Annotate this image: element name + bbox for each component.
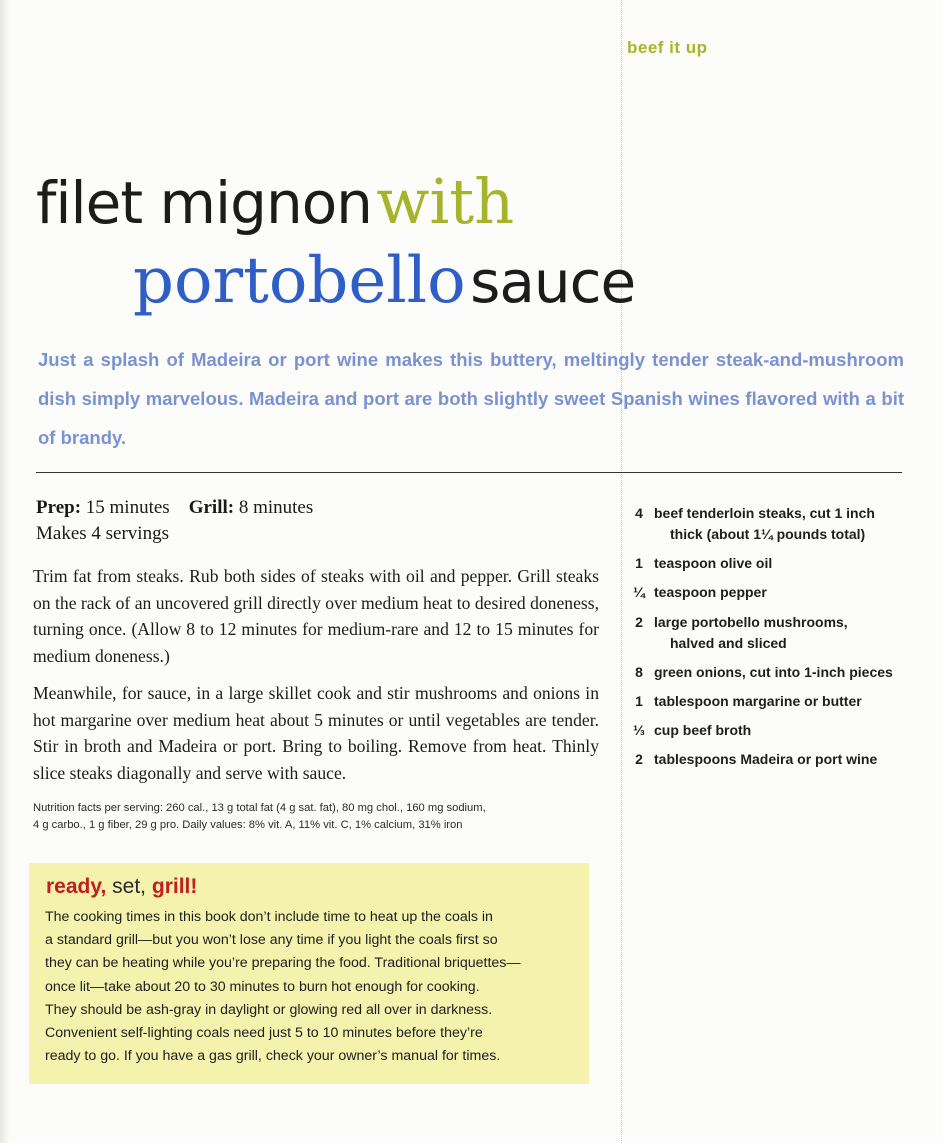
ingredient-text: teaspoon olive oil <box>654 555 773 572</box>
ingredient-text: tablespoon margarine or butter <box>654 692 862 709</box>
nutrition-facts <box>33 800 593 834</box>
ingredient-text: cup beef broth <box>654 722 752 739</box>
tip-line: They should be ash-gray in daylight or glowing red all over in darkness. <box>45 1001 493 1018</box>
header-rule <box>36 472 902 473</box>
ingredient-item <box>630 720 930 741</box>
direction-step-2: Meanwhile, for sauce, in a large skillet cook and stir mushrooms and onions in hot margarine over medium heat about 5 minutes or until vegetables are tender. Stir in broth and Madeira or port. Bring to boiling. Remove from heat. Thinly slice steaks diagonally and serve with sauce. <box>33 683 599 783</box>
ingredient-text-cont: halved and sliced <box>670 634 787 651</box>
tip-line: a standard grill—but you won’t lose any time if you light the coals first so <box>45 932 498 949</box>
prep-label: Prep: <box>36 497 82 518</box>
title-part-portobello: portobello <box>133 244 466 318</box>
tip-body <box>45 906 585 1068</box>
title-part-filet-mignon: filet mignon <box>36 169 372 237</box>
ingredient-text: large portobello mushrooms, <box>654 613 848 630</box>
tip-line: ready to go. If you have a gas grill, check your owner’s manual for times. <box>45 1048 501 1065</box>
ingredient-item <box>630 553 930 574</box>
ingredient-qty: 8 <box>635 663 643 680</box>
ingredient-item <box>630 691 930 712</box>
nutrition-line-1: Nutrition facts per serving: 260 cal., 13 g total fat (4 g sat. fat), 80 mg chol., 160 mg sodium, <box>33 802 486 814</box>
ingredient-text: green onions, cut into 1-inch pieces <box>654 663 893 680</box>
prep-times <box>36 495 596 521</box>
ingredient-text-cont: thick (about 1¼ pounds total) <box>670 526 866 542</box>
directions <box>33 563 599 797</box>
ingredient-text: tablespoons Madeira or port wine <box>654 751 878 768</box>
ingredient-qty: ¼ <box>633 584 645 601</box>
recipe-intro: Just a splash of Madeira or port wine makes this buttery, meltingly tender steak-and-mushroom dish simply marvelous. Madeira and port are both slightly sweet Spanish wines flavored with a bit of brandy. <box>38 349 904 448</box>
ingredient-text: teaspoon pepper <box>654 584 767 601</box>
tip-heading <box>46 875 197 899</box>
ingredient-qty: 1 <box>635 692 643 709</box>
tip-line: Convenient self-lighting coals need just 5 to 10 minutes before they’re <box>45 1025 483 1042</box>
tip-box <box>29 863 589 1084</box>
nutrition-line-2: 4 g carbo., 1 g fiber, 29 g pro. Daily values: 8% vit. A, 11% vit. C, 1% calcium, 31% iron <box>33 819 463 831</box>
page-gutter-shadow <box>0 0 10 1143</box>
ingredients-list <box>630 503 930 779</box>
ingredient-qty: ⅓ <box>633 722 645 739</box>
ingredient-item <box>630 612 930 654</box>
tip-heading-ready: ready, <box>46 875 107 898</box>
ingredient-item <box>630 749 930 770</box>
ingredient-text: beef tenderloin steaks, cut 1 inch <box>654 505 875 521</box>
section-tag: beef it up <box>627 38 708 57</box>
ingredient-qty: 1 <box>635 555 643 572</box>
tip-line: once lit—take about 20 to 30 minutes to burn hot enough for cooking. <box>45 978 480 995</box>
prep-value: 15 minutes <box>85 497 170 518</box>
ingredient-item <box>630 503 930 545</box>
ingredient-qty: 2 <box>635 751 643 768</box>
grill-value: 8 minutes <box>238 497 314 518</box>
direction-step-1: Trim fat from steaks. Rub both sides of steaks with oil and pepper. Grill steaks on the rack of an uncovered grill directly over medium heat to desired doneness, turning once. (Allow 8 to 12 minutes for medium-rare and 12 to 15 minutes for medium doneness.) <box>33 566 599 666</box>
tip-heading-grill: grill! <box>151 875 198 898</box>
recipe-title-line-1 <box>36 165 514 238</box>
column-divider <box>621 0 622 1143</box>
tip-line: they can be heating while you’re preparing the food. Traditional briquettes— <box>45 955 521 972</box>
ingredient-item <box>630 582 930 603</box>
prep-info <box>36 495 596 547</box>
tip-heading-set: set, <box>112 875 147 898</box>
title-part-sauce: sauce <box>470 248 636 316</box>
grill-label: Grill: <box>188 497 235 518</box>
servings: Makes 4 servings <box>36 523 169 544</box>
ingredient-qty: 4 <box>635 505 643 521</box>
title-part-with: with <box>376 165 515 238</box>
tip-line: The cooking times in this book don’t include time to heat up the coals in <box>45 909 493 925</box>
ingredient-item <box>630 662 930 683</box>
recipe-title-line-2 <box>133 244 635 318</box>
ingredient-qty: 2 <box>635 613 643 630</box>
